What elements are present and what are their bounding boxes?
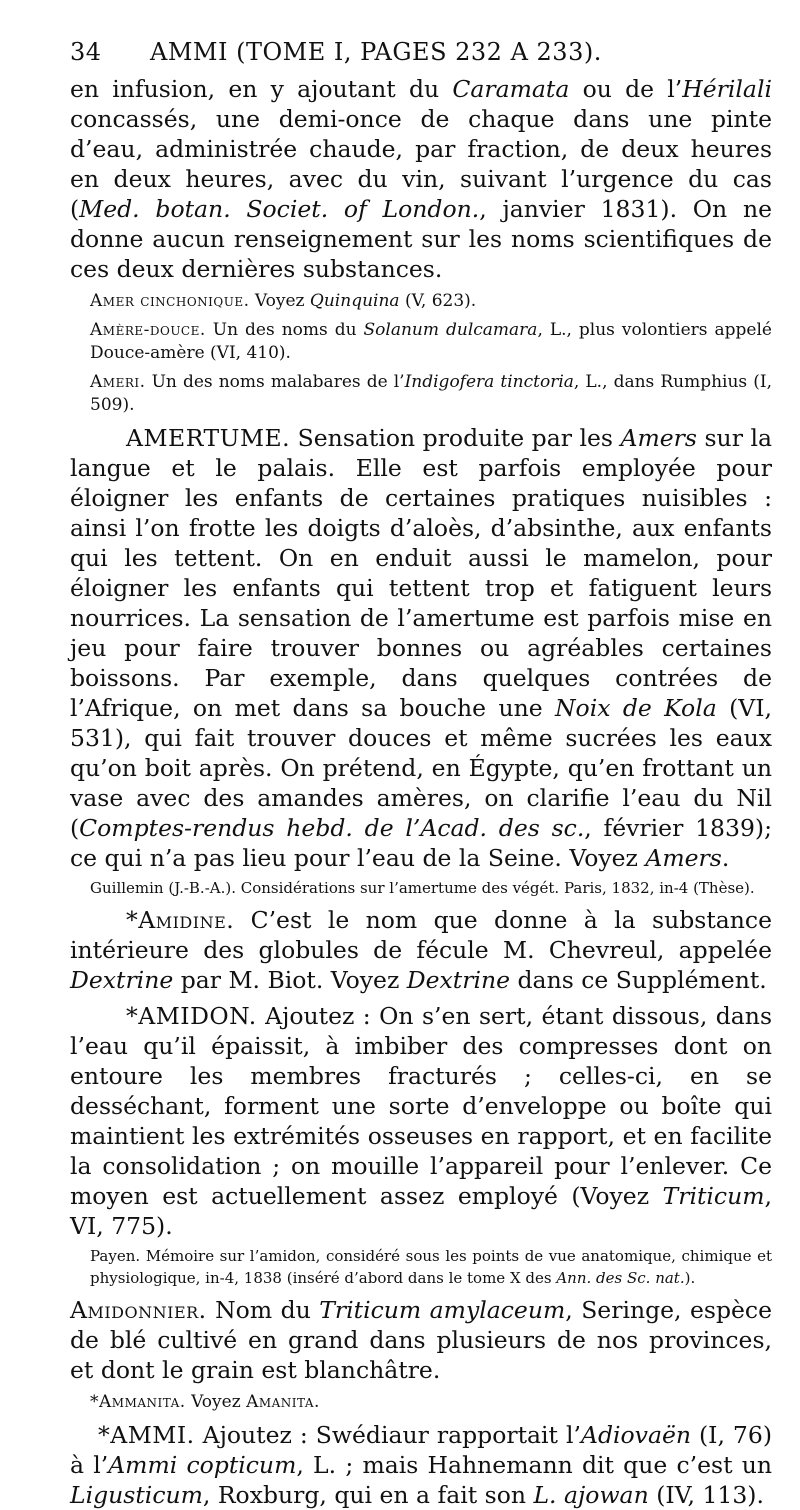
entry-amidine: *Amidine. C’est le nom que donne à la substance intérieure des globules de fécule M. Chevreul, appelée Dextrine par M. Biot. Voyez Dextrine dans ce Supplément.	[70, 906, 772, 994]
entry-headword: *Amidine.	[126, 906, 235, 934]
entry-headword: AMERTUME.	[126, 424, 291, 452]
entry-headword: *AMMI.	[98, 1421, 195, 1449]
entry-amidon: *AMIDON. Ajoutez : On s’en sert, étant dissous, dans l’eau qu’il épaissit, à imbiber des compresses dont on entoure les membres fracturés ; celles-ci, en se desséchant, forment une sorte d’enveloppe ou boîte qui maintient les extrémités osseuses en rapport, et en facilite la consolidation ; on mouille l’appareil pour l’enlever. Ce moyen est actuellement assez employé (Voyez Triticum, VI, 775).	[70, 1002, 772, 1240]
entry-headword: Ameri.	[90, 372, 146, 392]
entry-headword: *AMIDON.	[126, 1002, 257, 1030]
entry-amere-douce: Amère-douce. Un des noms du Solanum dulcamara, L., plus volontiers appelé Douce-amère (VI, 410).	[90, 320, 772, 363]
entry-ameri: Ameri. Un des noms malabares de l’Indigofera tinctoria, L., dans Rumphius (I, 509).	[90, 372, 773, 415]
entry-headword: Amidonnier.	[70, 1296, 207, 1324]
intro-paragraph: en infusion, en y ajoutant du Caramata ou de l’Hérilali concassés, une demi-once de chaque dans une pinte d’eau, administrée chaude, par fraction, de deux heures en deux heures, avec du vin, suivant l’urgence du cas (Med. botan. Societ. of London., janvier 1831). On ne donne aucun renseignement sur les noms scientifiques de ces deux dernières substances.	[70, 75, 772, 283]
running-title: AMMI (TOME I, PAGES 232 A 233).	[150, 38, 602, 66]
entry-ammi: *AMMI. Ajoutez : Swédiaur rapportait l’Adiovaën (I, 76) à l’Ammi copticum, L. ; mais Hahnemann dit que c’est un Ligusticum, Roxburg, qui en a fait son L. ajowan (IV, 113).	[70, 1421, 772, 1509]
entry-amidonnier: Amidonnier. Nom du Triticum amylaceum, Seringe, espèce de blé cultivé en grand dans plusieurs de nos provinces, et dont le grain est blanchâtre.	[70, 1296, 772, 1384]
bibliographic-reference: Payen. Mémoire sur l’amidon, considéré sous les points de vue anatomique, chimique et physiologique, in-4, 1838 (inséré d’abord dans le tome X des Ann. des Sc. nat.).	[90, 1247, 772, 1287]
entry-headword: *Ammanita.	[90, 1392, 186, 1412]
entry-amer-cinchonique: Amer cinchonique. Voyez Quinquina (V, 623).	[90, 291, 477, 311]
bibliographic-reference: Guillemin (J.-B.-A.). Considérations sur l’amertume des végét. Paris, 1832, in-4 (Thèse).	[90, 879, 755, 897]
entry-headword: Amer cinchonique.	[90, 291, 250, 311]
entry-amertume: AMERTUME. Sensation produite par les Amers sur la langue et le palais. Elle est parfois employée pour éloigner les enfants de certaines pratiques nuisibles : ainsi l’on frotte les doigts d’aloès, d’absinthe, aux enfants qui les tettent. On en enduit aussi le mamelon, pour éloigner les enfants qui tettent trop et fatiguent leurs nourrices. La sensation de l’amertume est parfois mise en jeu pour faire trouver bonnes ou agréables certaines boissons. Par exemple, dans quelques contrées de l’Afrique, on met dans sa bouche une Noix de Kola (VI, 531), qui fait trouver douces et même sucrées les eaux qu’on boit après. On prétend, en Égypte, qu’en frottant un vase avec des amandes amères, on clarifie l’eau du Nil (Comptes-rendus hebd. de l’Acad. des sc., février 1839); ce qui n’a pas lieu pour l’eau de la Seine. Voyez Amers.	[70, 424, 772, 872]
page-header	[70, 38, 772, 66]
entry-headword: Amère-douce.	[90, 320, 206, 340]
entry-ammanita: *Ammanita. Voyez Amanita.	[90, 1392, 320, 1412]
page-number: 34	[70, 38, 102, 66]
